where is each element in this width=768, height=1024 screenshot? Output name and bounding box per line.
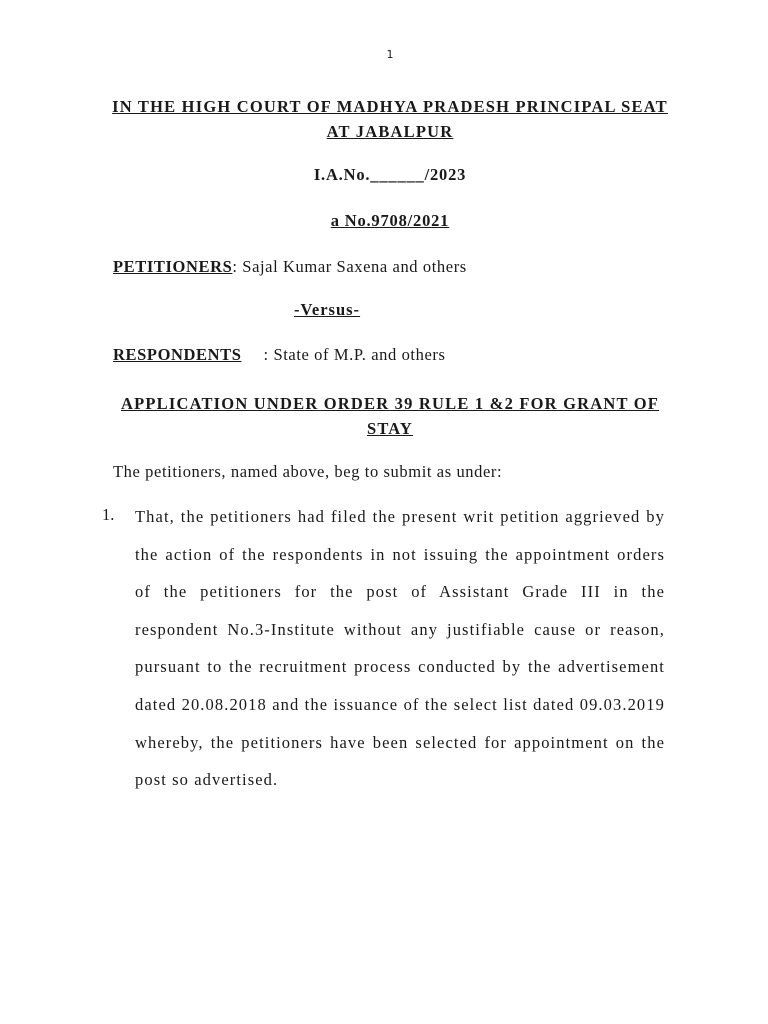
paragraph-number: 1. (102, 505, 115, 524)
petitioners-value: : Sajal Kumar Saxena and others (232, 257, 467, 276)
case-number: a No.9708/2021 (330, 211, 450, 230)
court-title: IN THE HIGH COURT OF MADHYA PRADESH PRINCIPAL SEAT AT JABALPUR (112, 97, 668, 141)
intro-text: The petitioners, named above, beg to submit as under: (113, 462, 503, 481)
page-number: 1 (386, 48, 394, 61)
respondents-line (113, 345, 446, 365)
application-title: APPLICATION UNDER ORDER 39 RULE 1 &2 FOR GRANT OF STAY (120, 394, 660, 438)
paragraph-text: That, the petitioners had filed the present writ petition aggrieved by the action of the respondents in not issuing the appointment orders of the petitioners for the post of Assistant Grade III in the respondent No.3-Institute without any justifiable cause or reason, pursuant to the recruitment process conducted by the advertisement dated 20.08.2018 and the issuance of the select list dated 09.03.2019 whereby, the petitioners have been selected for appointment on the post so advertised. (135, 507, 665, 790)
respondents-value: : State of M.P. and others (263, 345, 446, 364)
petitioners-line (113, 257, 467, 277)
petitioners-label: PETITIONERS (113, 257, 233, 276)
ia-number: I.A.No.______/2023 (313, 165, 467, 184)
versus-label: -Versus- (294, 300, 361, 319)
respondents-label: RESPONDENTS (113, 345, 242, 364)
